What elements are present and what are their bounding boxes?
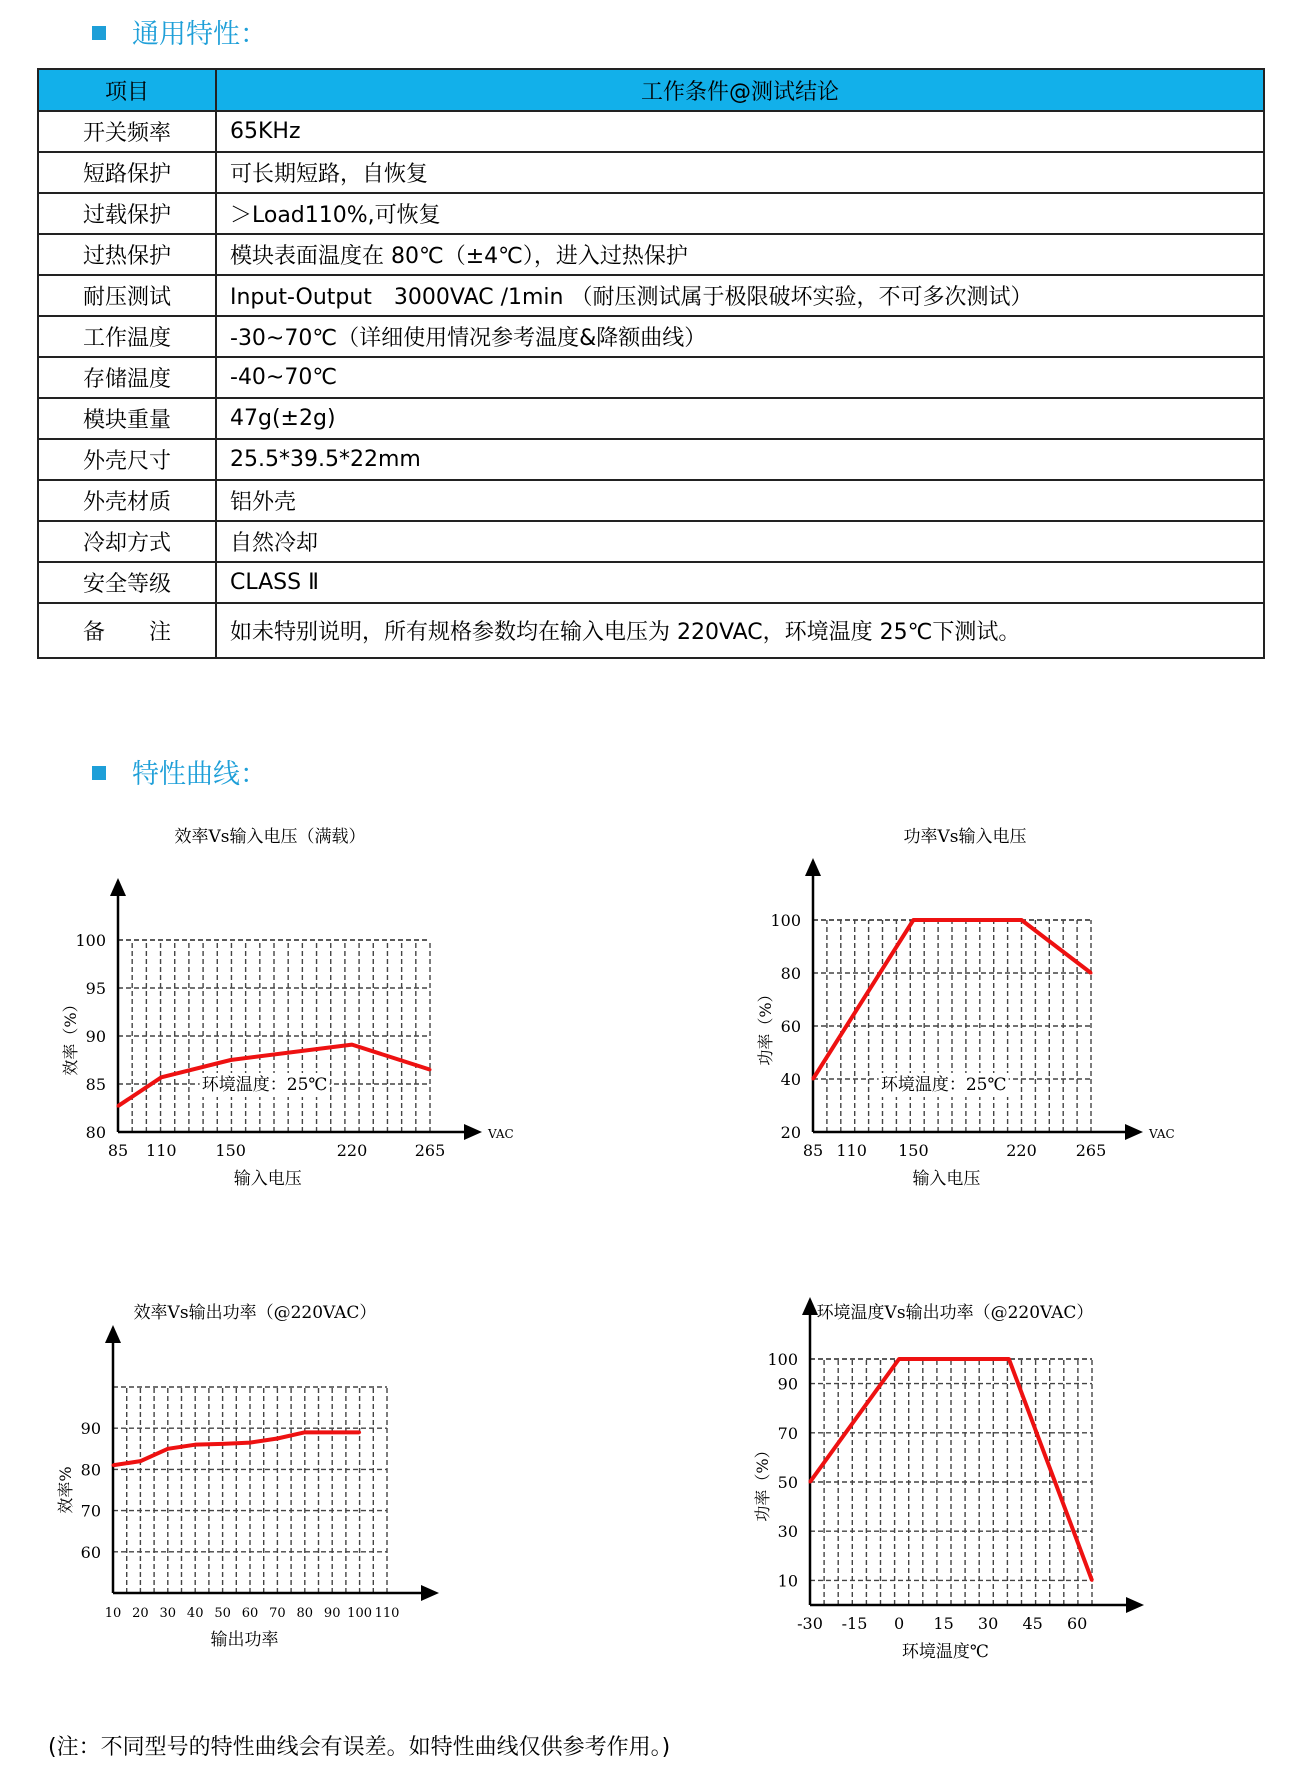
x-tick-label: 265 — [414, 1141, 446, 1160]
chart-efficiency-vs-output-power — [50, 1300, 530, 1670]
y-axis-arrow-icon — [105, 1325, 121, 1343]
table-cell-item: 工作温度 — [38, 316, 216, 357]
data-point — [351, 1043, 354, 1046]
x-unit-label: VAC — [488, 1127, 514, 1141]
data-point — [229, 1059, 232, 1062]
table-cell-item: 模块重量 — [38, 398, 216, 439]
section-title-curves-text: 特性曲线： — [132, 759, 267, 790]
x-axis-arrow-icon — [1125, 1124, 1143, 1140]
table-cell-item: 短路保护 — [38, 152, 216, 193]
y-axis-label: 效率% — [56, 1466, 75, 1514]
y-tick-label: 10 — [777, 1571, 798, 1591]
table-row — [38, 152, 1264, 193]
square-bullet-icon — [92, 766, 106, 780]
table-header-row — [38, 69, 1264, 111]
x-axis-arrow-icon — [421, 1585, 439, 1601]
x-tick-label: 110 — [146, 1141, 177, 1160]
x-tick-label: 85 — [802, 1141, 824, 1160]
y-tick-label: 80 — [85, 1123, 106, 1142]
x-tick-label: 0 — [893, 1614, 905, 1633]
x-tick-label: 70 — [269, 1606, 286, 1621]
y-tick-label: 20 — [780, 1123, 801, 1142]
data-point — [166, 1447, 169, 1450]
y-tick-label: 100 — [767, 1350, 798, 1369]
table-cell-item: 冷却方式 — [38, 521, 216, 562]
y-tick-label: 60 — [780, 1017, 801, 1036]
y-tick-label: 85 — [85, 1075, 106, 1094]
chart-power-vs-input-voltage-svg — [745, 822, 1225, 1192]
y-tick-label: 80 — [780, 964, 801, 983]
y-tick-label: 90 — [85, 1027, 106, 1046]
x-tick-label: 50 — [214, 1606, 231, 1621]
table-cell-value: 铝外壳 — [216, 480, 1264, 521]
y-tick-label: 50 — [777, 1473, 798, 1492]
x-tick-label: 15 — [933, 1614, 954, 1633]
data-point — [194, 1443, 197, 1446]
data-point — [358, 1431, 361, 1434]
chart-power-vs-input-voltage — [745, 822, 1225, 1192]
table-row — [38, 398, 1264, 439]
data-point — [1090, 972, 1093, 975]
y-axis-arrow-icon — [110, 878, 126, 896]
x-axis-label: 输入电压 — [233, 1169, 302, 1189]
x-tick-label: 110 — [374, 1606, 400, 1621]
table-row — [38, 521, 1264, 562]
x-tick-label: 220 — [1006, 1141, 1037, 1160]
table-header-item: 项目 — [38, 69, 216, 111]
table-cell-value: 如未特别说明，所有规格参数均在输入电压为 220VAC，环境温度 25℃下测试。 — [216, 603, 1264, 658]
x-tick-label: 60 — [1066, 1614, 1088, 1633]
x-unit-label: VAC — [1149, 1127, 1175, 1141]
table-row — [38, 275, 1264, 316]
y-tick-label: 90 — [80, 1419, 101, 1439]
y-axis-label: 效率（%） — [61, 996, 80, 1076]
data-point — [117, 1105, 120, 1108]
data-point — [303, 1431, 306, 1434]
x-tick-label: 150 — [898, 1141, 929, 1160]
y-tick-label: 70 — [777, 1423, 798, 1443]
data-point — [249, 1441, 252, 1444]
data-point — [1020, 919, 1023, 922]
data-point — [809, 1481, 812, 1484]
spec-table — [37, 68, 1265, 659]
chart-title: 效率Vs输出功率（@220VAC） — [133, 1303, 377, 1323]
x-tick-label: 30 — [159, 1606, 177, 1621]
y-tick-label: 90 — [777, 1374, 798, 1394]
data-point — [221, 1442, 224, 1445]
table-cell-item: 耐压测试 — [38, 275, 216, 316]
x-tick-label: 100 — [347, 1606, 373, 1621]
table-cell-value: 可长期短路，自恢复 — [216, 152, 1264, 193]
table-cell-value: -40~70℃ — [216, 357, 1264, 398]
y-tick-label: 60 — [80, 1542, 101, 1562]
y-tick-label: 100 — [770, 911, 801, 930]
y-tick-label: 80 — [80, 1460, 101, 1480]
table-cell-item: 存储温度 — [38, 357, 216, 398]
x-tick-label: 45 — [1022, 1614, 1043, 1633]
table-row — [38, 357, 1264, 398]
table-cell-value: 自然冷却 — [216, 521, 1264, 562]
x-axis-label: 环境温度℃ — [901, 1642, 989, 1662]
square-bullet-icon — [92, 26, 106, 40]
y-axis-label: 功率（%） — [756, 986, 775, 1066]
x-tick-label: -30 — [797, 1614, 823, 1633]
x-axis-label: 输入电压 — [912, 1169, 981, 1189]
section-title-general-text: 通用特性： — [132, 19, 267, 50]
table-row — [38, 603, 1264, 658]
x-tick-label: 20 — [132, 1606, 149, 1621]
table-row — [38, 480, 1264, 521]
table-header-condition: 工作条件@测试结论 — [216, 69, 1264, 111]
table-cell-value: CLASS Ⅱ — [216, 562, 1264, 603]
data-point — [1091, 1579, 1094, 1582]
x-tick-label: 265 — [1075, 1141, 1107, 1160]
data-point — [276, 1437, 279, 1440]
x-tick-label: 60 — [241, 1606, 259, 1621]
table-cell-item: 过热保护 — [38, 234, 216, 275]
y-tick-label: 95 — [85, 979, 106, 998]
data-point — [160, 1076, 163, 1079]
data-point — [812, 1078, 815, 1081]
x-tick-label: 80 — [296, 1606, 314, 1621]
x-tick-label: 10 — [104, 1606, 122, 1621]
table-cell-value: Input-Output 3000VAC /1min （耐压测试属于极限破坏实验，不可多次测试） — [216, 275, 1264, 316]
table-cell-value: ＞Load110%,可恢复 — [216, 193, 1264, 234]
table-cell-value: 47g(±2g) — [216, 398, 1264, 439]
table-row — [38, 562, 1264, 603]
y-tick-label: 30 — [777, 1522, 798, 1542]
chart-title: 环境温度Vs输出功率（@220VAC） — [816, 1303, 1094, 1323]
chart-efficiency-vs-input-voltage-svg — [50, 822, 530, 1192]
x-tick-label: 110 — [836, 1141, 867, 1160]
table-row — [38, 439, 1264, 480]
table-cell-value: 模块表面温度在 80℃（±4℃），进入过热保护 — [216, 234, 1264, 275]
table-cell-value: 25.5*39.5*22mm — [216, 439, 1264, 480]
y-axis-label: 功率（%） — [753, 1442, 772, 1522]
chart-temperature-vs-output-power-svg — [745, 1300, 1225, 1670]
data-point — [912, 919, 915, 922]
x-tick-label: 220 — [336, 1141, 368, 1160]
x-tick-label: 30 — [977, 1614, 999, 1633]
table-cell-value: 65KHz — [216, 111, 1264, 152]
table-cell-item: 外壳尺寸 — [38, 439, 216, 480]
chart-annotation: 环境温度：25℃ — [201, 1075, 328, 1095]
table-body — [38, 111, 1264, 658]
data-point — [139, 1460, 142, 1463]
data-point — [331, 1431, 334, 1434]
table-row — [38, 234, 1264, 275]
y-axis-arrow-icon — [805, 858, 821, 876]
y-tick-label: 70 — [80, 1501, 101, 1521]
x-tick-label: 150 — [215, 1141, 246, 1160]
x-axis-arrow-icon — [464, 1124, 482, 1140]
table-cell-item: 过载保护 — [38, 193, 216, 234]
x-axis-arrow-icon — [1126, 1597, 1144, 1613]
chart-title: 功率Vs输入电压 — [903, 827, 1027, 847]
table-cell-item: 安全等级 — [38, 562, 216, 603]
data-point — [112, 1464, 115, 1467]
table-cell-value: -30~70℃（详细使用情况参考温度&降额曲线） — [216, 316, 1264, 357]
x-tick-label: 85 — [107, 1141, 129, 1160]
y-tick-label: 100 — [75, 931, 106, 950]
table-cell-item: 开关频率 — [38, 111, 216, 152]
x-tick-label: 90 — [323, 1606, 341, 1621]
section-title-general — [92, 12, 267, 51]
table-row — [38, 316, 1264, 357]
chart-title: 效率Vs输入电压（满载） — [174, 827, 366, 847]
table-cell-item: 外壳材质 — [38, 480, 216, 521]
data-point — [429, 1068, 432, 1071]
chart-efficiency-vs-output-power-svg — [50, 1300, 530, 1670]
data-point — [898, 1358, 901, 1361]
table-row — [38, 193, 1264, 234]
footnote: (注：不同型号的特性曲线会有误差。如特性曲线仅供参考作用。) — [48, 1735, 671, 1760]
section-title-curves — [92, 752, 267, 791]
table-cell-item: 备 注 — [38, 603, 216, 658]
chart-temperature-vs-output-power — [745, 1300, 1225, 1670]
table-row — [38, 111, 1264, 152]
x-tick-label: -15 — [841, 1614, 868, 1633]
chart-efficiency-vs-input-voltage — [50, 822, 530, 1192]
y-tick-label: 40 — [780, 1070, 801, 1089]
x-tick-label: 40 — [186, 1606, 204, 1621]
data-point — [1007, 1358, 1010, 1361]
x-axis-label: 输出功率 — [210, 1630, 279, 1650]
chart-annotation: 环境温度：25℃ — [880, 1075, 1007, 1095]
